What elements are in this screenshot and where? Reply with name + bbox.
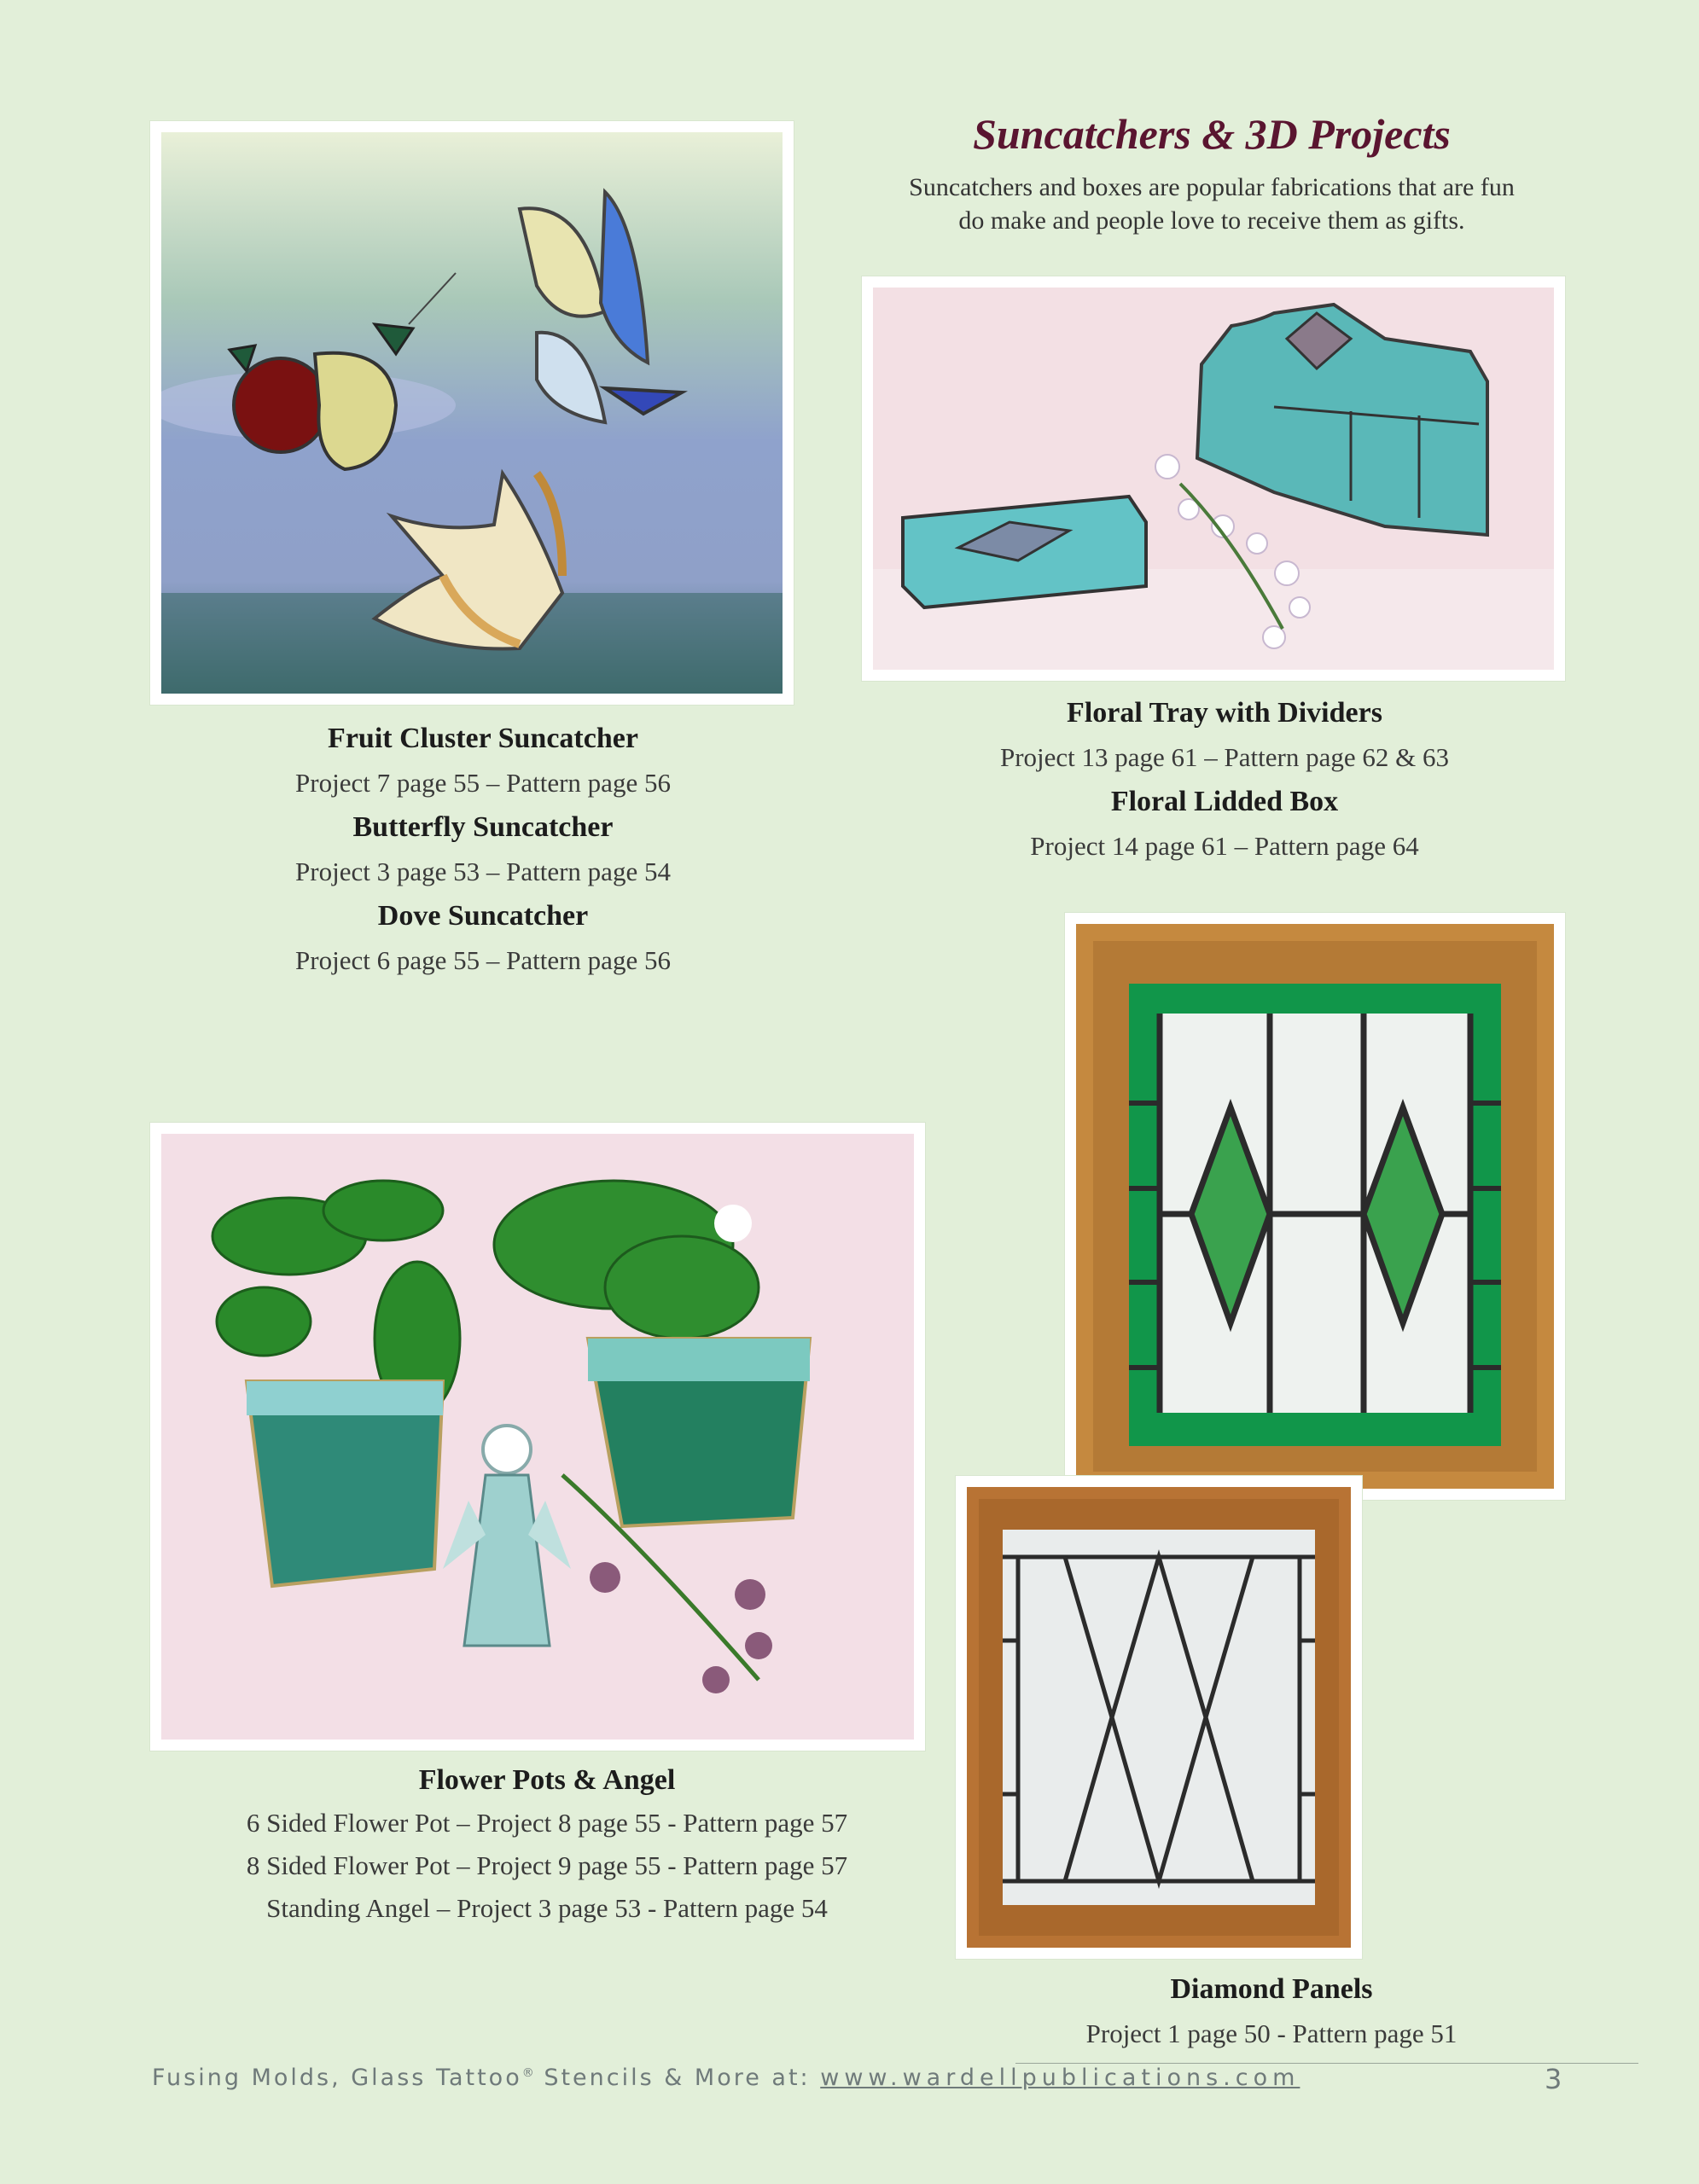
page-title: Suncatchers & 3D Projects (973, 110, 1451, 158)
clear-diamond-panel-photo (956, 1476, 1362, 1959)
diamond-line: Project 1 page 50 - Pattern page 51 (1085, 2018, 1458, 2048)
green-panel-image (1076, 924, 1554, 1489)
flower-pots-title: Flower Pots & Angel (418, 1764, 676, 1796)
tray-line: Project 13 page 61 – Pattern page 62 & 63 (999, 742, 1450, 772)
dove-title: Dove Suncatcher (377, 900, 589, 932)
footer-text-after: Stencils & More at: (533, 2065, 821, 2091)
page-number: 3 (1545, 2063, 1562, 2095)
flower-pots-image (161, 1134, 914, 1740)
footer-text-before: Fusing Molds, Glass Tattoo (152, 2065, 522, 2091)
suncatchers-image (161, 132, 783, 694)
boxes-caption (862, 691, 1587, 868)
flower-pots-photo (150, 1123, 925, 1751)
fruit-title: Fruit Cluster Suncatcher (328, 723, 638, 754)
footer (152, 2065, 1300, 2091)
dove-line: Project 6 page 55 – Pattern page 56 (295, 945, 671, 975)
lidded-line: Project 14 page 61 – Pattern page 64 (1030, 831, 1419, 861)
intro-line-2: do make and people love to receive them as gifts. (958, 206, 1465, 235)
intro-text (845, 171, 1579, 237)
fruit-line: Project 7 page 55 – Pattern page 56 (295, 768, 671, 798)
intro-line-1: Suncatchers and boxes are popular fabrications that are fun (909, 173, 1515, 201)
lidded-title: Floral Lidded Box (1110, 786, 1339, 817)
flower-pots-line-1: 6 Sided Flower Pot – Project 8 page 55 - Pattern page 57 (246, 1808, 848, 1838)
boxes-photo (862, 276, 1565, 681)
flower-pots-caption (150, 1759, 944, 1930)
flower-pots-line-2: 8 Sided Flower Pot – Project 9 page 55 - Pattern page 57 (246, 1850, 848, 1880)
butterfly-title: Butterfly Suncatcher (352, 811, 614, 843)
clear-panel-image (967, 1487, 1351, 1948)
tray-title: Floral Tray with Dividers (1067, 697, 1382, 729)
butterfly-line: Project 3 page 53 – Pattern page 54 (295, 857, 671, 886)
footer-url-link[interactable]: www.wardellpublications.com (820, 2065, 1300, 2091)
suncatchers-photo (150, 121, 794, 705)
suncatchers-caption (150, 717, 816, 983)
registered-mark: ® (521, 2066, 534, 2080)
flower-pots-line-3: Standing Angel – Project 3 page 53 - Pattern page 54 (266, 1893, 828, 1923)
diamond-caption (1041, 1967, 1502, 2056)
green-diamond-panel-photo (1065, 913, 1565, 1500)
diamond-title: Diamond Panels (1170, 1973, 1373, 2005)
boxes-image (873, 288, 1554, 670)
